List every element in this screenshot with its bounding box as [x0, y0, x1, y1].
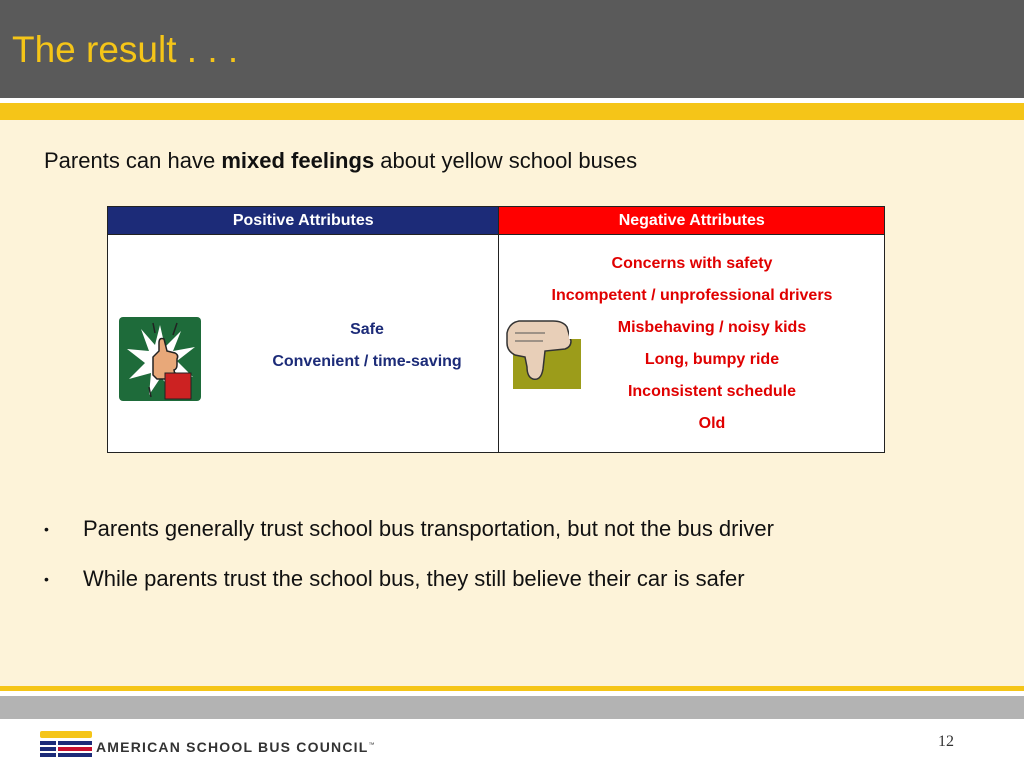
footer-gray-bar	[0, 696, 1024, 719]
thumbs-up-icon	[119, 317, 201, 401]
positive-attributes-list	[228, 317, 506, 381]
bullet-icon: •	[44, 521, 49, 537]
list-item: Safe	[350, 321, 384, 338]
subtitle-suffix: about yellow school buses	[374, 148, 638, 173]
table-row	[108, 235, 885, 453]
bullet-item	[44, 562, 774, 612]
bullet-icon: •	[44, 571, 49, 587]
positive-cell	[108, 235, 499, 453]
school-bus-logo-icon	[40, 731, 92, 759]
list-item: Incompetent / unprofessional drivers	[551, 287, 833, 304]
trademark-symbol: ™	[368, 742, 376, 749]
bullet-item	[44, 512, 774, 562]
list-item: Convenient / time-saving	[272, 353, 462, 370]
header-accent-bar	[0, 103, 1024, 120]
list-item: Concerns with safety	[611, 255, 773, 272]
negative-attributes-list	[499, 251, 884, 443]
list-item: Old	[698, 415, 726, 432]
negative-header: Negative Attributes	[499, 207, 885, 235]
slide-title: The result . . .	[12, 29, 239, 70]
list-item: Long, bumpy ride	[644, 351, 780, 368]
subtitle-emphasis: mixed feelings	[221, 148, 375, 173]
organization-label: AMERICAN SCHOOL BUS COUNCIL	[96, 739, 369, 755]
bullet-text: Parents generally trust school bus transportation, but not the bus driver	[83, 516, 774, 541]
slide-header	[0, 0, 1024, 98]
subtitle-prefix: Parents can have	[44, 148, 222, 173]
slide-content	[0, 120, 1024, 686]
slide-subtitle	[44, 148, 637, 174]
slide-footer	[0, 719, 1024, 768]
negative-cell	[499, 235, 885, 453]
list-item: Misbehaving / noisy kids	[617, 319, 807, 336]
table-header-row	[108, 207, 885, 235]
bullet-list	[44, 512, 774, 612]
positive-header: Positive Attributes	[108, 207, 499, 235]
page-number: 12	[938, 733, 954, 750]
organization-name	[96, 739, 376, 755]
bullet-text: While parents trust the school bus, they still believe their car is safer	[83, 566, 745, 591]
attributes-table	[107, 206, 885, 453]
list-item: Inconsistent schedule	[627, 383, 796, 400]
